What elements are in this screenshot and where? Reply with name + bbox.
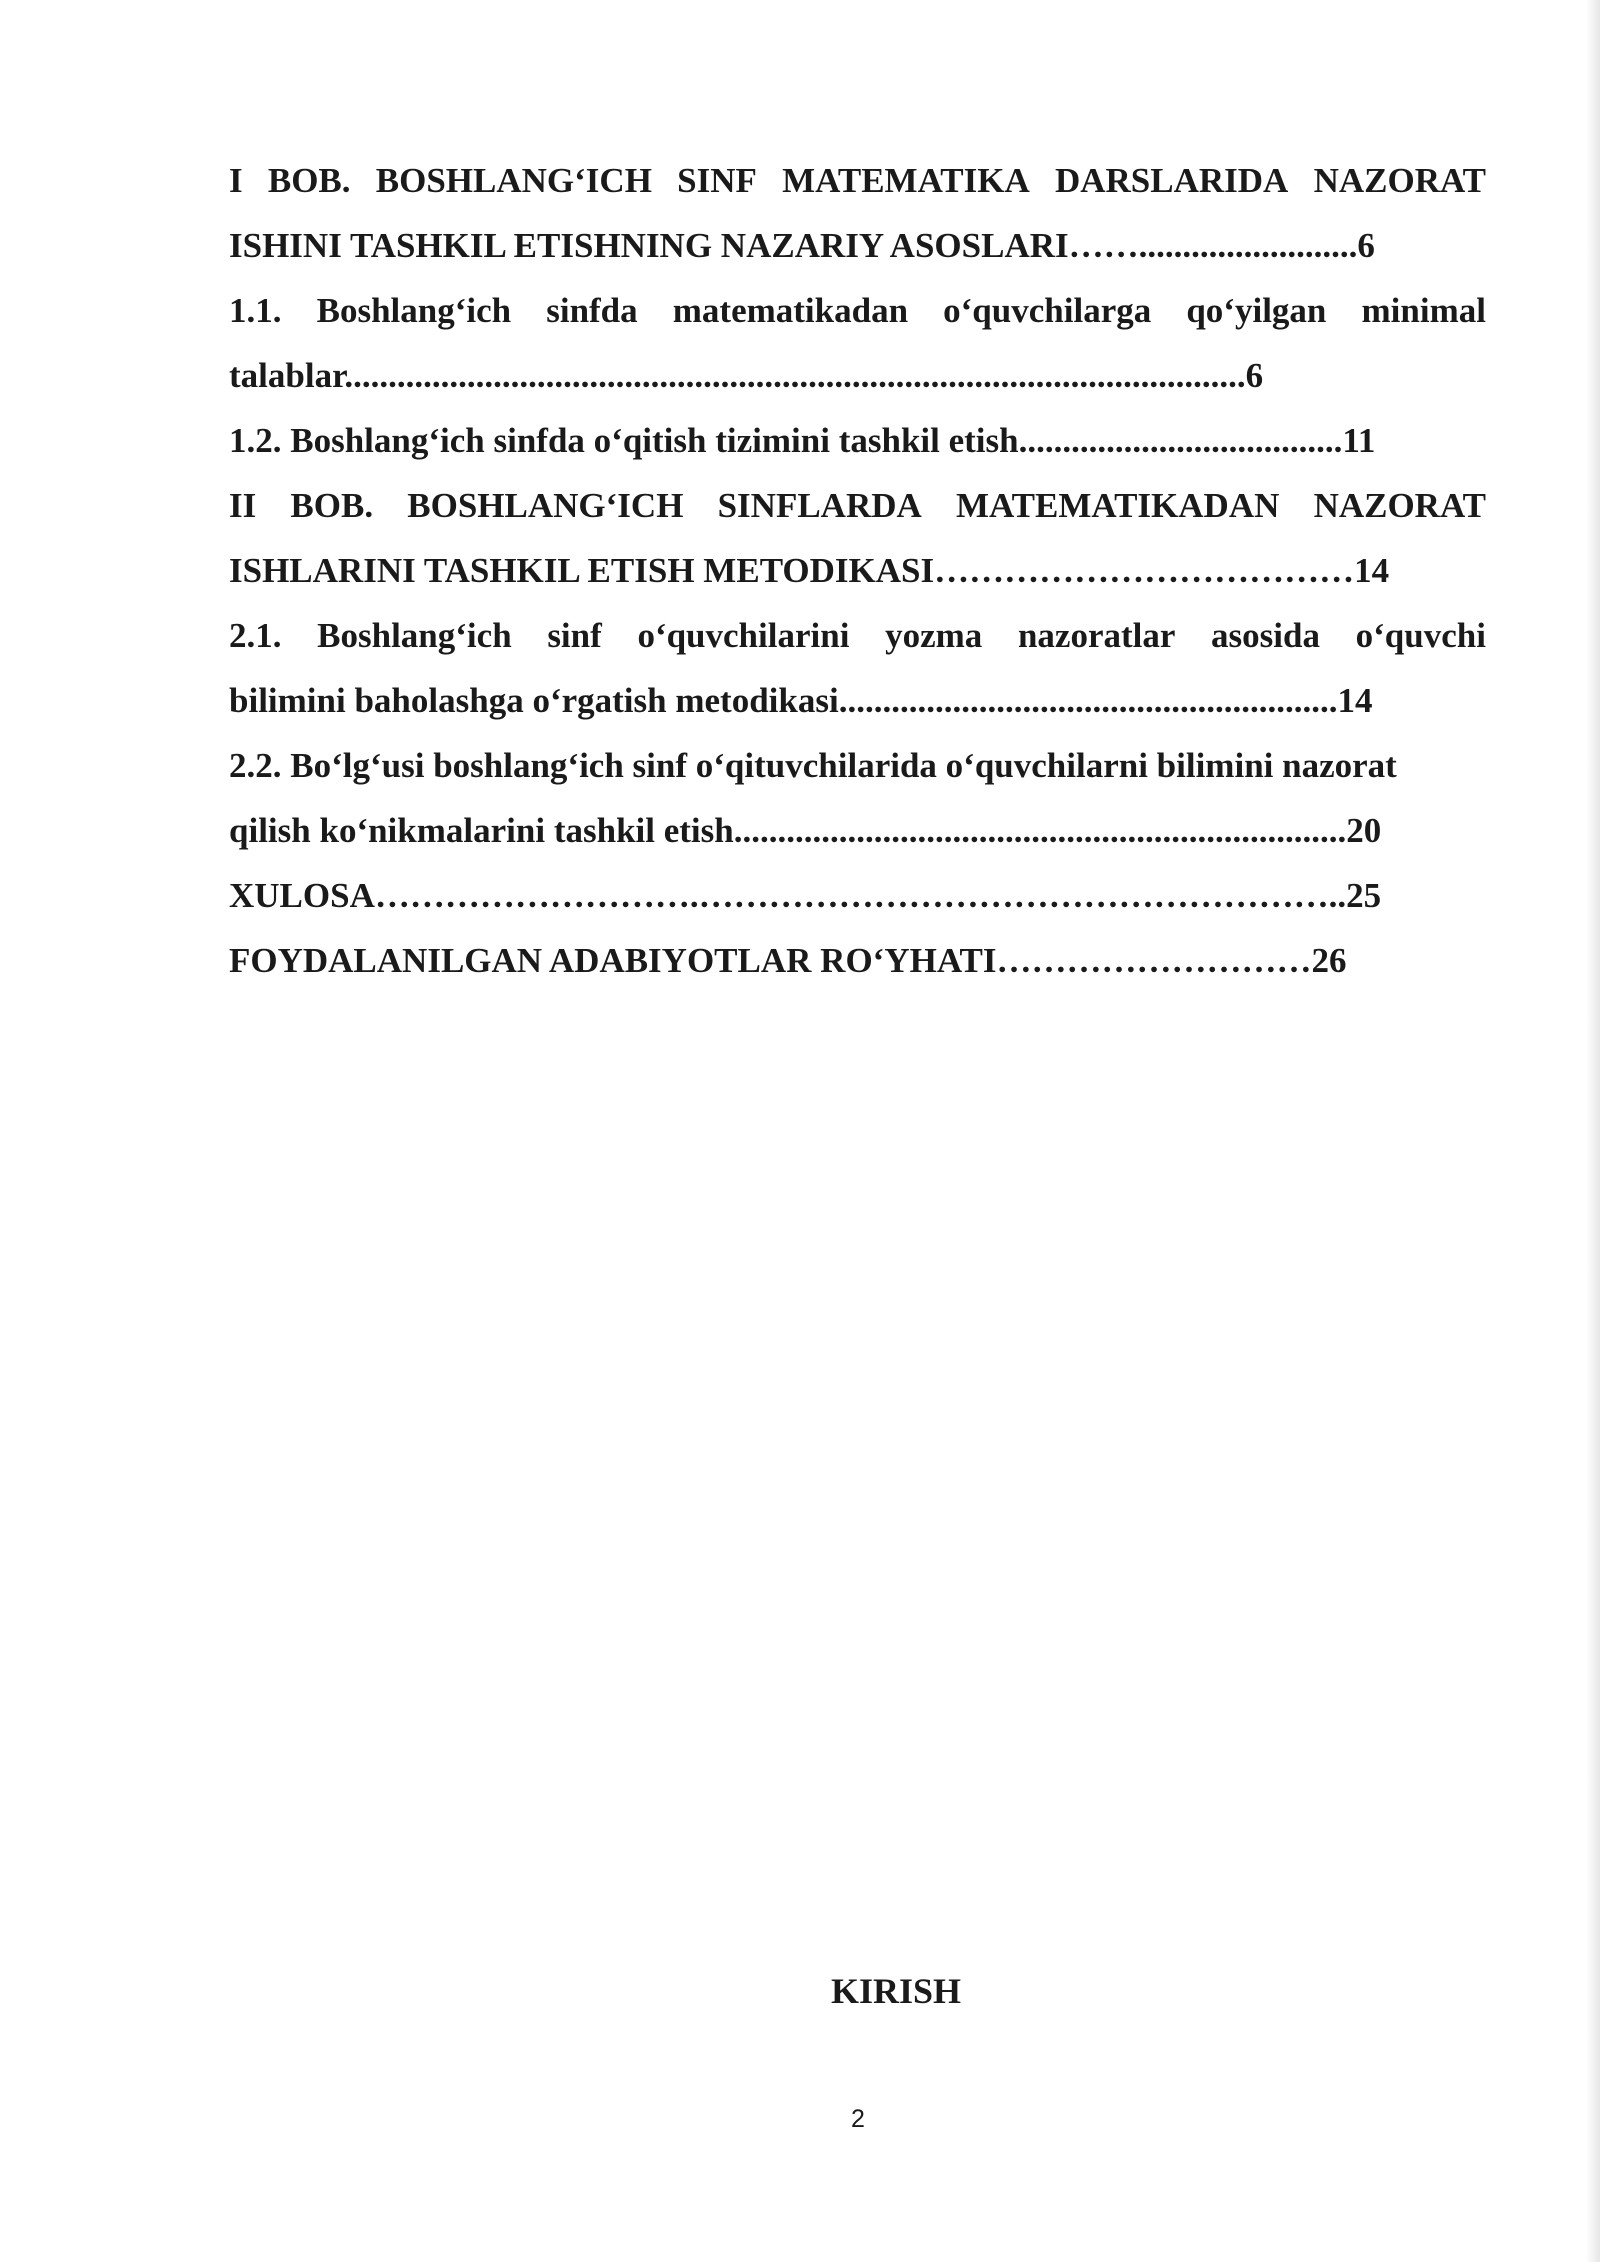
toc-word: MATEMATIKA xyxy=(782,161,1030,200)
toc-word: sinfda xyxy=(546,291,638,330)
toc-section-1-1-line-2: talablar.......................................................................................................6 xyxy=(229,356,1264,395)
toc-word: minimal xyxy=(1361,291,1486,330)
toc-word: asosida xyxy=(1211,616,1320,655)
toc-section-2-1-line-1 xyxy=(229,603,1486,668)
toc-word: BOB. xyxy=(267,161,351,200)
toc-word: o‘quvchilarga xyxy=(943,291,1152,330)
toc-word: BOSHLANG‘ICH xyxy=(407,486,684,525)
toc-word: I xyxy=(229,161,243,200)
intro-heading: KIRISH xyxy=(830,1971,962,2011)
toc-word: 2.1. xyxy=(229,616,282,655)
toc-word: NAZORAT xyxy=(1313,486,1486,525)
toc-section-2-2-line-2: qilish ko‘nikmalarini tashkil etish......................................................................20 xyxy=(229,811,1382,850)
toc-word: 1.1. xyxy=(229,291,282,330)
toc-section-1-1-line-1 xyxy=(229,278,1486,343)
page-number: 2 xyxy=(851,2105,865,2133)
toc-section-2-2-line-1: 2.2. Bo‘lg‘usi boshlang‘ich sinf o‘qituvchilarida o‘quvchilarni bilimini nazorat xyxy=(229,746,1397,785)
toc-section-2-1-line-2: bilimini baholashga o‘rgatish metodikasi.........................................................14 xyxy=(229,681,1373,720)
toc-word: matematikadan xyxy=(672,291,909,330)
toc-word: qo‘yilgan xyxy=(1186,291,1327,330)
toc-chapter-1-title-line-2: ISHINI TASHKIL ETISHNING NAZARIY ASOSLARI…….........................6 xyxy=(229,226,1375,265)
toc-word: MATEMATIKADAN xyxy=(955,486,1280,525)
toc-word: SINF xyxy=(677,161,757,200)
toc-word: Boshlang‘ich xyxy=(316,291,512,330)
toc-word: NAZORAT xyxy=(1313,161,1486,200)
toc-word: o‘quvchilarini xyxy=(637,616,850,655)
page-edge-shadow xyxy=(1586,0,1600,2262)
toc-word: BOB. xyxy=(290,486,374,525)
toc-word: sinf xyxy=(547,616,602,655)
toc-word: DARSLARIDA xyxy=(1054,161,1289,200)
toc-word: o‘quvchi xyxy=(1355,616,1486,655)
toc-word: II xyxy=(229,486,257,525)
toc-word: SINFLARDA xyxy=(717,486,922,525)
toc-conclusion: XULOSA……………………….………………………………………………..25 xyxy=(229,876,1382,915)
toc-word: nazoratlar xyxy=(1017,616,1176,655)
toc-chapter-2-title-line-1 xyxy=(229,473,1486,538)
toc-word: yozma xyxy=(885,616,983,655)
table-of-contents xyxy=(229,148,1486,993)
toc-chapter-2-title-line-2: ISHLARINI TASHKIL ETISH METODIKASI………………………………14 xyxy=(229,551,1390,590)
toc-section-1-2: 1.2. Boshlang‘ich sinfda o‘qitish tizimini tashkil etish.....................................11 xyxy=(229,421,1376,460)
toc-chapter-1-title-line-1 xyxy=(229,148,1486,213)
toc-word: Boshlang‘ich xyxy=(317,616,512,655)
toc-references: FOYDALANILGAN ADABIYOTLAR RO‘YHATI………………………26 xyxy=(229,941,1347,980)
toc-word: BOSHLANG‘ICH xyxy=(375,161,652,200)
